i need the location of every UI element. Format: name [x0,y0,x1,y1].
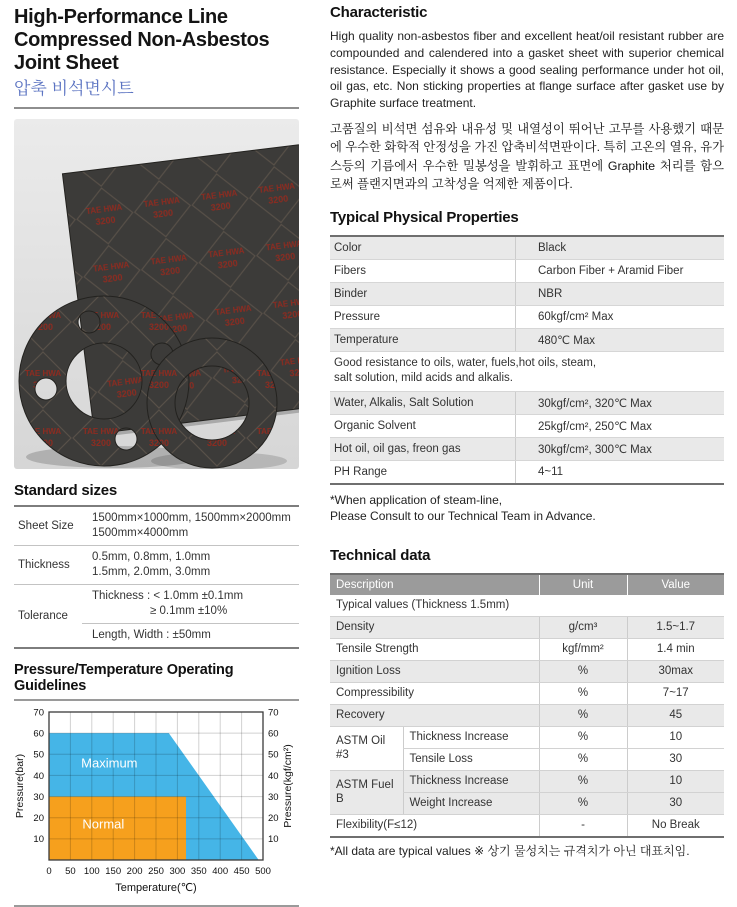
x-tick-label: 400 [212,866,229,877]
tech-value-cell: 30max [627,660,724,682]
tech-value-cell: 1.5~1.7 [627,616,724,638]
tech-unit-cell: - [539,814,627,837]
characteristic-paragraph-kr: 고품질의 비석면 섬유와 내유성 및 내열성이 뛰어난 고무를 사용했기 때문에 우수한 화학적 안정성을 가진 압축비석면판이다. 특히 고온의 열유, 유가스등의 기름에서 우수한 밀봉성을 발휘하고 표면에 Graphite 처리를 함으로써 플랜지면과의 고착성을 억제한 제품이다. [330,121,724,192]
property-label: Pressure [334,310,381,323]
characteristic-heading: Characteristic [330,4,428,21]
tech-value-cell: 1.4 min [627,638,724,660]
steam-line-note-line: Please Consult to our Technical Team in Advance. [330,509,596,524]
property-value: NBR [515,283,724,305]
tech-value-cell: 45 [627,704,724,726]
region-label: Maximum [81,755,138,771]
y-tick-label-left: 30 [33,791,44,803]
chart-heading: Pressure/Temperature Operating Guidelines [14,662,234,694]
property-row [330,260,724,283]
tech-row [330,726,724,748]
tech-value-cell: 10 [627,726,724,748]
thickness-value-line: 1.5mm, 2.0mm, 3.0mm [92,566,211,578]
page-title [14,6,299,75]
tech-description-cell: Recovery [330,704,539,726]
property-label: Organic Solvent [334,419,416,432]
table-row [14,585,299,624]
tech-unit-cell: % [539,748,627,770]
resistance-note [330,352,724,392]
thickness-value-line: 0.5mm, 0.8mm, 1.0mm [92,551,211,563]
tolerance-label: Tolerance [14,585,82,649]
x-tick-label: 500 [255,866,271,877]
y-tick-label-right: 10 [268,834,279,846]
tech-description-cell: Compressibility [330,682,539,704]
tolerance-line: ≥ 0.1mm ±10% [150,605,228,617]
tech-description-cell: Tensile Strength [330,638,539,660]
x-tick-label: 450 [233,866,250,877]
y-tick-label-right: 70 [268,707,279,719]
table-header-row [330,574,724,595]
property-row [330,415,724,438]
tech-value-cell: 30 [627,748,724,770]
resistance-note-line: salt solution, mild acids and alkalis. [334,372,513,385]
tech-unit-cell: % [539,726,627,748]
y-tick-label-right: 20 [268,813,279,825]
property-value: 4~11 [515,461,724,483]
property-value: 30kgf/cm², 320℃ Max [515,392,724,414]
tech-row [330,660,724,682]
y-axis-title-right: Pressure(kgf/cm²) [282,744,294,828]
size-label: Sheet Size [14,506,82,546]
y-tick-label-left: 20 [33,813,44,825]
standard-sizes-heading: Standard sizes [14,482,118,499]
resistance-note-line: Good resistance to oils, water, fuels,hot oils, steam, [334,356,597,369]
x-tick-label: 200 [126,866,143,877]
tech-row [330,704,724,726]
tech-row [330,814,724,837]
tech-description-cell: Ignition Loss [330,660,539,682]
tech-group-cell: ASTM Fuel B [330,770,403,814]
region-label: Normal [82,816,125,832]
y-tick-label-right: 50 [268,749,279,761]
x-tick-label: 350 [190,866,207,877]
tech-unit-cell: % [539,660,627,682]
tech-unit-cell: % [539,792,627,814]
thickness-label: Thickness [14,546,82,585]
gasket-sheet-image [14,119,299,469]
property-value: Black [515,237,724,259]
title-line-3: Joint Sheet [14,52,119,74]
x-tick-label: 250 [148,866,164,877]
property-label: Water, Alkalis, Salt Solution [334,396,474,409]
physical-properties-heading: Typical Physical Properties [330,208,519,226]
property-row [330,438,724,461]
tech-row [330,682,724,704]
pressure-temperature-chart [14,704,299,900]
property-row [330,237,724,260]
property-value: Carbon Fiber + Aramid Fiber [515,260,724,282]
tech-group-cell: ASTM Oil #3 [330,726,403,770]
x-tick-label: 300 [169,866,186,877]
title-line-1: High-Performance Line [14,6,228,28]
tech-unit-cell: % [539,770,627,792]
property-label: Fibers [334,264,366,277]
tech-row [330,770,724,792]
column-header-description: Description [330,574,539,595]
thickness-value [82,546,299,585]
physical-properties-table [330,235,724,485]
tech-unit-cell: % [539,704,627,726]
tech-description-cell: Thickness Increase [403,770,539,792]
table-row [14,546,299,585]
left-column [14,6,299,907]
property-value: 25kgf/cm², 250℃ Max [515,415,724,437]
y-tick-label-right: 40 [268,770,279,782]
x-tick-label: 150 [105,866,122,877]
property-value: 480℃ Max [515,329,724,351]
y-tick-label-left: 70 [33,707,44,719]
chart-divider [14,699,299,701]
tech-row [330,638,724,660]
right-column [330,4,724,859]
tech-value-cell: 30 [627,792,724,814]
y-tick-label-right: 60 [268,728,279,740]
x-tick-label: 50 [65,866,76,877]
product-photo [14,119,299,469]
title-divider [14,107,299,109]
tech-description-cell: Flexibility(F≤12) [336,819,418,832]
tolerance-line: Thickness : < 1.0mm ±0.1mm [92,590,244,602]
property-value: 60kgf/cm² Max [515,306,724,328]
tech-row-span [330,595,724,617]
tolerance-length-value: Length, Width : ±50mm [92,629,211,641]
chart-container [14,704,299,905]
column-header-value: Value [627,574,724,595]
property-row [330,392,724,415]
y-axis-title-left: Pressure(bar) [14,753,26,819]
property-value: 30kgf/cm², 300℃ Max [515,438,724,460]
property-label: PH Range [334,465,388,478]
property-label: Hot oil, oil gas, freon gas [334,442,461,455]
property-row [330,329,724,352]
steam-line-note-line: *When application of steam-line, [330,492,503,507]
property-label: Color [334,241,362,254]
steam-line-note [330,492,724,525]
subtitle-korean: 압축 비석면시트 [14,79,134,98]
size-value-line: 1500mm×1000mm, 1500mm×2000mm [92,512,291,524]
x-tick-label: 0 [46,866,52,877]
tech-unit-cell: % [539,682,627,704]
property-row [330,306,724,329]
tolerance-thickness-value [82,585,299,624]
tech-row [330,616,724,638]
tech-unit-cell: kgf/mm² [539,638,627,660]
tech-description-cell: Tensile Loss [403,748,539,770]
characteristic-paragraph-en: High quality non-asbestos fiber and excellent heat/oil resistant rubber are compounded and calendered into a gasket sheet with superior chemical resistance. Especially it shows a good sealing performance under hot oil, oil gas, etc. Non sticking properties at flange surface after gasket use by Graphite surface treatment. [330,29,724,111]
title-line-2: Compressed Non-Asbestos [14,29,270,51]
tech-span-cell: Typical values (Thickness 1.5mm) [330,595,724,617]
standard-sizes-table [14,505,299,649]
tech-unit-cell: g/cm³ [539,616,627,638]
y-tick-label-left: 40 [33,770,44,782]
property-label: Binder [334,287,368,300]
tech-value-cell: 10 [627,770,724,792]
tech-value-cell: 7~17 [627,682,724,704]
y-tick-label-right: 30 [268,791,279,803]
x-axis-title: Temperature(℃) [115,882,197,894]
size-value [82,506,299,546]
column-header-unit: Unit [539,574,627,595]
property-row [330,283,724,306]
tech-value-cell: No Break [627,814,724,837]
tech-description-cell: Thickness Increase [403,726,539,748]
y-tick-label-left: 50 [33,749,44,761]
tech-description-cell: Density [330,616,539,638]
x-tick-label: 100 [83,866,100,877]
technical-footnote: *All data are typical values ※ 상기 물성치는 규격치가 아닌 대표치임. [330,843,690,858]
size-value-line: 1500mm×4000mm [92,527,189,539]
technical-data-table [330,573,724,838]
y-tick-label-left: 10 [33,834,44,846]
technical-data-heading: Technical data [330,546,431,564]
property-row [330,461,724,483]
table-row [14,506,299,546]
y-tick-label-left: 60 [33,728,44,740]
property-label: Temperature [334,333,399,346]
tech-description-cell: Weight Increase [403,792,539,814]
